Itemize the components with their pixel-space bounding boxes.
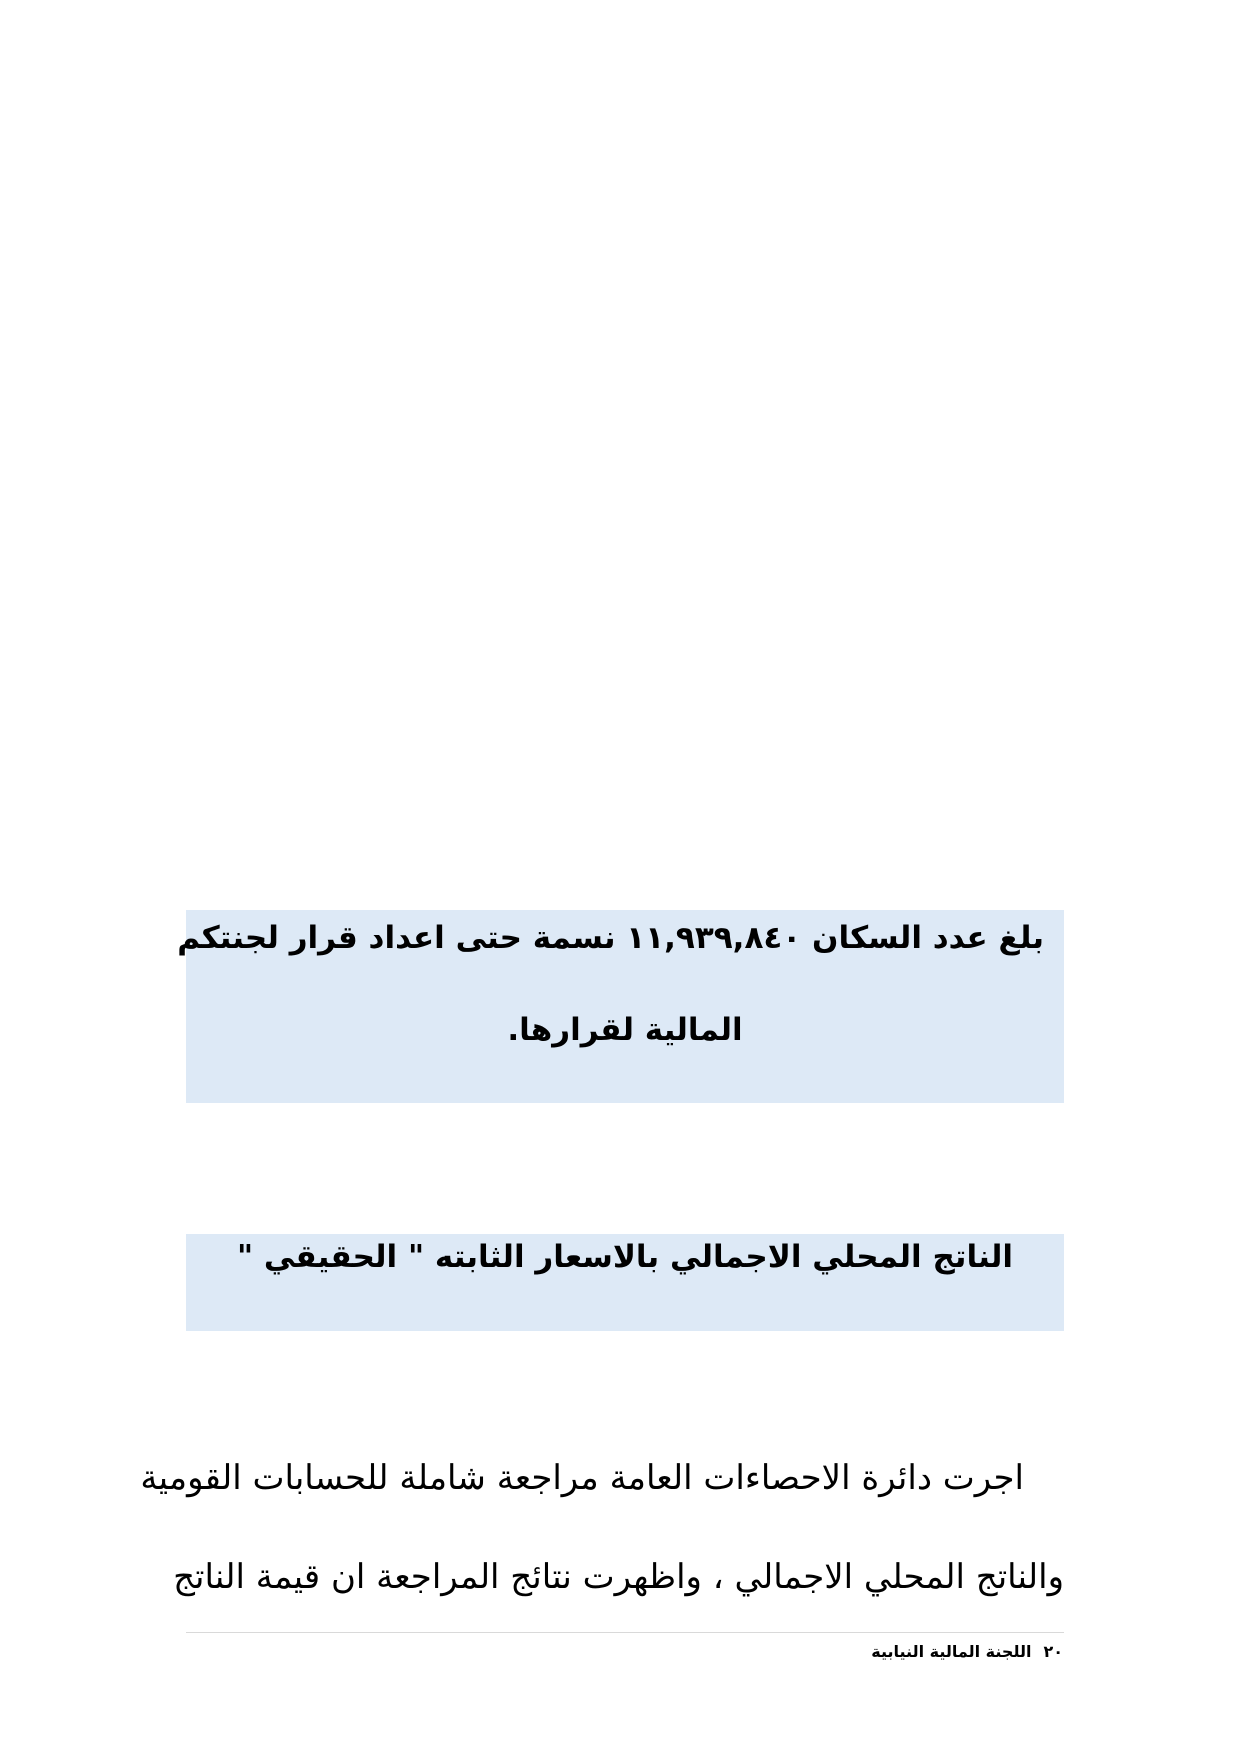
page-number: ٢٠ [1043,1642,1063,1661]
population-statement-line-1: بلغ عدد السكان ١١,٩٣٩,٨٤٠ نسمة حتى اعداد قرار لجنتكم [177,920,1044,956]
page-footer [871,1641,1063,1663]
body-paragraph-line-2: والناتج المحلي الاجمالي ، واظهرت نتائج المراجعة ان قيمة الناتج [173,1557,1064,1597]
gdp-section-title: الناتج المحلي الاجمالي بالاسعار الثابته " الحقيقي " [236,1239,1013,1275]
body-paragraph-line-1: اجرت دائرة الاحصاءات العامة مراجعة شاملة للحسابات القومية [140,1458,1024,1498]
population-statement-line-2: المالية لقرارها. [507,1012,743,1048]
population-highlight-box [177,910,1064,1103]
gdp-heading-box [186,1234,1064,1331]
footer-committee-name: اللجنة المالية النيابية [871,1642,1032,1661]
footer-divider [186,1632,1064,1633]
